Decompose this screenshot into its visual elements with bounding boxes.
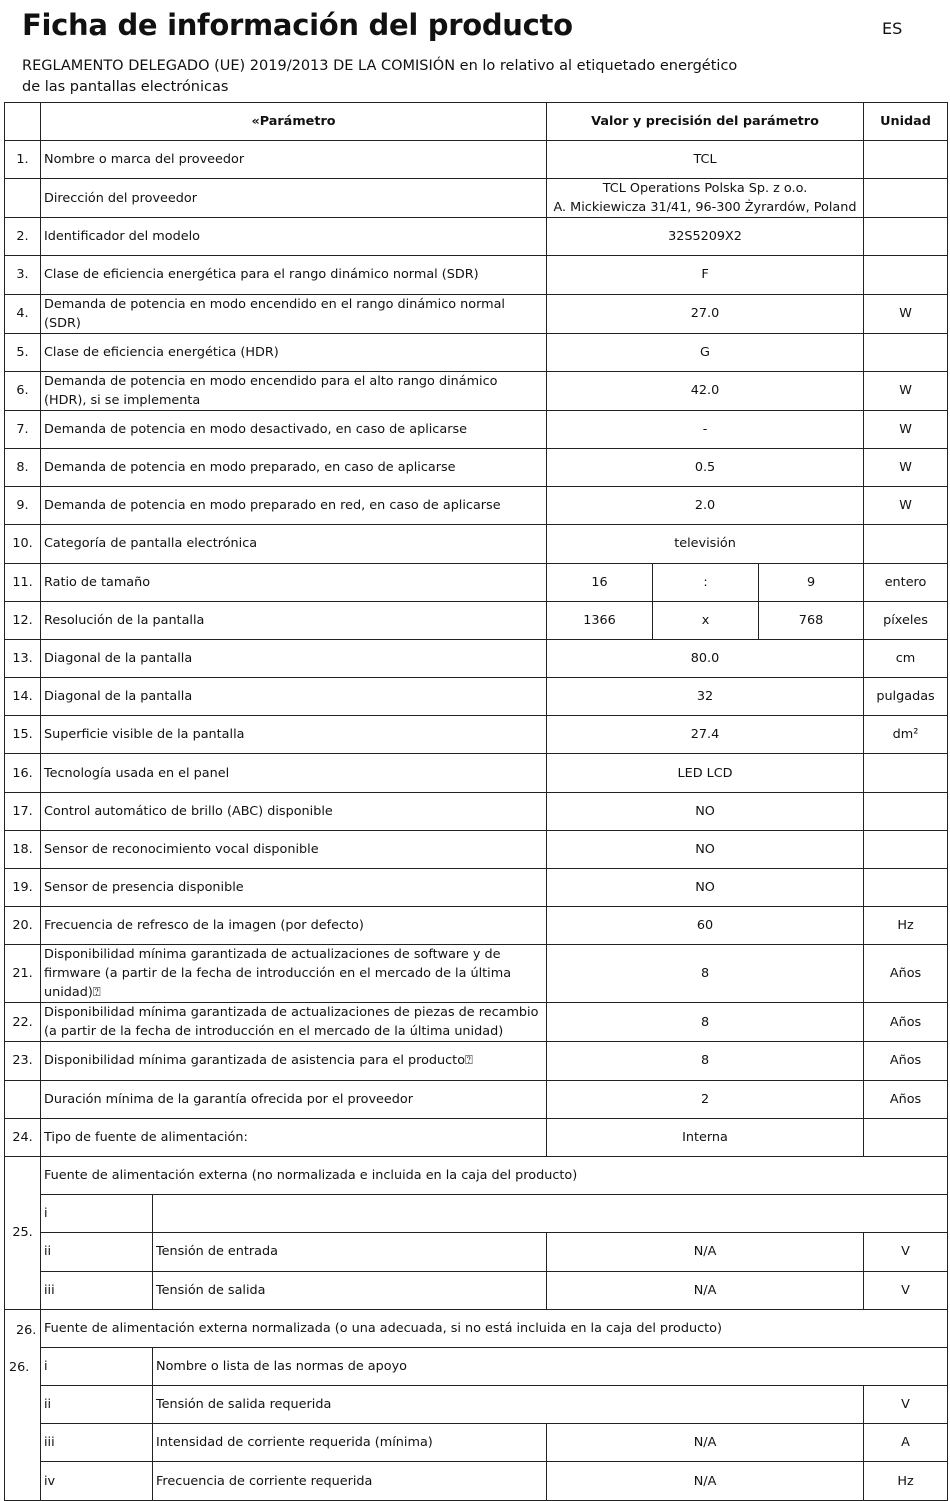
supplier-address bbox=[547, 179, 864, 218]
row-number: 7. bbox=[5, 410, 41, 448]
language-code: ES bbox=[882, 19, 903, 38]
row-number: 12. bbox=[5, 601, 41, 639]
table-row bbox=[5, 792, 948, 830]
table-row bbox=[5, 1118, 948, 1156]
sub-label bbox=[153, 1195, 948, 1233]
row-value: 32S5209X2 bbox=[547, 218, 864, 256]
row-value: 2 bbox=[547, 1080, 864, 1118]
row-label: Diagonal de la pantalla bbox=[41, 639, 547, 677]
row-unit: píxeles bbox=[864, 601, 948, 639]
row-unit: W bbox=[864, 448, 948, 486]
row-unit: pulgadas bbox=[864, 678, 948, 716]
row-value: G bbox=[547, 333, 864, 371]
table-row bbox=[5, 639, 948, 677]
row-value: 2.0 bbox=[547, 487, 864, 525]
table-row bbox=[5, 563, 948, 601]
row-value: NO bbox=[547, 792, 864, 830]
row-number bbox=[5, 1080, 41, 1118]
row-label: Superficie visible de la pantalla bbox=[41, 716, 547, 754]
address-line-1: TCL Operations Polska Sp. z o.o. bbox=[602, 181, 808, 197]
row-number: 17. bbox=[5, 792, 41, 830]
table-header-row bbox=[5, 103, 948, 141]
sub-label: Tensión de salida requerida bbox=[153, 1386, 864, 1424]
sub-row bbox=[5, 1195, 948, 1233]
section-26-number: 26. bbox=[16, 1322, 37, 1338]
row-unit bbox=[864, 1118, 948, 1156]
sub-index: i bbox=[41, 1195, 153, 1233]
row-unit: W bbox=[864, 487, 948, 525]
table-row bbox=[5, 716, 948, 754]
table-row bbox=[5, 678, 948, 716]
sub-unit: V bbox=[864, 1271, 948, 1309]
table-row bbox=[5, 333, 948, 371]
row-unit: Hz bbox=[864, 907, 948, 945]
table-row bbox=[5, 869, 948, 907]
row-unit: W bbox=[864, 294, 948, 333]
table-row bbox=[5, 371, 948, 410]
row-label: Frecuencia de refresco de la imagen (por defecto) bbox=[41, 907, 547, 945]
row-value: TCL bbox=[547, 141, 864, 179]
row-label: Sensor de reconocimiento vocal disponible bbox=[41, 830, 547, 868]
table-row bbox=[5, 410, 948, 448]
row-label: Tipo de fuente de alimentación: bbox=[41, 1118, 547, 1156]
row-unit bbox=[864, 525, 948, 563]
row-number: 4. bbox=[5, 294, 41, 333]
row-number: 14. bbox=[5, 678, 41, 716]
row-unit bbox=[864, 830, 948, 868]
header-unit: Unidad bbox=[864, 103, 948, 141]
table-row bbox=[5, 601, 948, 639]
sub-value: N/A bbox=[547, 1424, 864, 1462]
sub-unit: V bbox=[864, 1386, 948, 1424]
row-label: Sensor de presencia disponible bbox=[41, 869, 547, 907]
row-number: 5. bbox=[5, 333, 41, 371]
row-number: 8. bbox=[5, 448, 41, 486]
table-row bbox=[5, 1042, 948, 1080]
row-value: 8 bbox=[547, 945, 864, 1003]
table-row bbox=[5, 256, 948, 294]
sub-value: N/A bbox=[547, 1233, 864, 1271]
row-unit: dm² bbox=[864, 716, 948, 754]
sub-row bbox=[5, 1347, 948, 1385]
section-26-number-repeat: 26. bbox=[9, 1359, 30, 1375]
row-unit: cm bbox=[864, 639, 948, 677]
row-label: Clase de eficiencia energética para el rango dinámico normal (SDR) bbox=[41, 256, 547, 294]
table-row bbox=[5, 907, 948, 945]
row-label: Disponibilidad mínima garantizada de asistencia para el producto⍰ bbox=[41, 1042, 547, 1080]
row-label: Disponibilidad mínima garantizada de actualizaciones de software y de firmware (a partir de la fecha de introducción en el mercado de la última unidad)⍰ bbox=[41, 945, 547, 1003]
row-number: 10. bbox=[5, 525, 41, 563]
row-value: F bbox=[547, 256, 864, 294]
ratio-separator: : bbox=[653, 563, 759, 601]
row-unit bbox=[864, 869, 948, 907]
row-label: Duración mínima de la garantía ofrecida por el proveedor bbox=[41, 1080, 547, 1118]
row-unit: entero bbox=[864, 563, 948, 601]
section-header-row bbox=[5, 1309, 948, 1347]
row-label: Control automático de brillo (ABC) disponible bbox=[41, 792, 547, 830]
row-number bbox=[5, 179, 41, 218]
sub-index: i bbox=[41, 1347, 153, 1385]
row-value: LED LCD bbox=[547, 754, 864, 792]
row-value: 42.0 bbox=[547, 371, 864, 410]
row-value: televisión bbox=[547, 525, 864, 563]
sub-index: iii bbox=[41, 1271, 153, 1309]
row-value: 27.0 bbox=[547, 294, 864, 333]
table-row bbox=[5, 218, 948, 256]
row-label: Categoría de pantalla electrónica bbox=[41, 525, 547, 563]
row-value: NO bbox=[547, 869, 864, 907]
row-value: 60 bbox=[547, 907, 864, 945]
row-number: 21. bbox=[5, 945, 41, 1003]
regulation-subtitle bbox=[22, 56, 782, 98]
row-number: 9. bbox=[5, 487, 41, 525]
sub-row bbox=[5, 1386, 948, 1424]
table-row bbox=[5, 830, 948, 868]
resolution-height: 768 bbox=[759, 601, 864, 639]
row-unit: W bbox=[864, 410, 948, 448]
row-label: Tecnología usada en el panel bbox=[41, 754, 547, 792]
sub-row bbox=[5, 1233, 948, 1271]
row-unit: W bbox=[864, 371, 948, 410]
row-label: Demanda de potencia en modo preparado, en caso de aplicarse bbox=[41, 448, 547, 486]
row-value: 32 bbox=[547, 678, 864, 716]
sub-label: Nombre o lista de las normas de apoyo bbox=[153, 1347, 948, 1385]
row-value: 27.4 bbox=[547, 716, 864, 754]
row-number: 20. bbox=[5, 907, 41, 945]
row-label: Resolución de la pantalla bbox=[41, 601, 547, 639]
row-value: 8 bbox=[547, 1042, 864, 1080]
row-number bbox=[5, 1309, 41, 1500]
table-row bbox=[5, 945, 948, 1003]
row-label: Disponibilidad mínima garantizada de actualizaciones de piezas de recambio (a partir de la fecha de introducción en el mercado de la última unidad) bbox=[41, 1003, 547, 1042]
row-number: 25. bbox=[5, 1156, 41, 1309]
header-num-cell bbox=[5, 103, 41, 141]
row-value: - bbox=[547, 410, 864, 448]
row-unit bbox=[864, 179, 948, 218]
sub-label: Frecuencia de corriente requerida bbox=[153, 1462, 547, 1500]
row-unit: Años bbox=[864, 945, 948, 1003]
row-number: 13. bbox=[5, 639, 41, 677]
sub-row bbox=[5, 1462, 948, 1500]
table-row bbox=[5, 1003, 948, 1042]
row-number: 18. bbox=[5, 830, 41, 868]
sub-value: N/A bbox=[547, 1462, 864, 1500]
table-row bbox=[5, 1080, 948, 1118]
product-info-table bbox=[4, 102, 948, 1501]
sub-label: Tensión de entrada bbox=[153, 1233, 547, 1271]
row-number: 24. bbox=[5, 1118, 41, 1156]
row-unit: Años bbox=[864, 1042, 948, 1080]
resolution-separator: x bbox=[653, 601, 759, 639]
section-label: Fuente de alimentación externa (no normalizada e incluida en la caja del producto) bbox=[41, 1156, 948, 1194]
sub-unit: A bbox=[864, 1424, 948, 1462]
row-number: 23. bbox=[5, 1042, 41, 1080]
row-unit bbox=[864, 141, 948, 179]
row-number: 19. bbox=[5, 869, 41, 907]
row-label: Dirección del proveedor bbox=[41, 179, 547, 218]
row-number: 16. bbox=[5, 754, 41, 792]
row-unit: Años bbox=[864, 1080, 948, 1118]
row-label: Clase de eficiencia energética (HDR) bbox=[41, 333, 547, 371]
row-unit bbox=[864, 792, 948, 830]
ratio-height: 9 bbox=[759, 563, 864, 601]
row-unit bbox=[864, 333, 948, 371]
sub-unit: V bbox=[864, 1233, 948, 1271]
row-label: Ratio de tamaño bbox=[41, 563, 547, 601]
row-value: 80.0 bbox=[547, 639, 864, 677]
page-title: Ficha de información del producto bbox=[22, 8, 573, 42]
header-value: Valor y precisión del parámetro bbox=[547, 103, 864, 141]
row-label: Nombre o marca del proveedor bbox=[41, 141, 547, 179]
row-number: 15. bbox=[5, 716, 41, 754]
sub-index: iii bbox=[41, 1424, 153, 1462]
sub-value: N/A bbox=[547, 1271, 864, 1309]
table-row bbox=[5, 179, 948, 218]
subtitle-line-1: REGLAMENTO DELEGADO (UE) 2019/2013 DE LA COMISIÓN en lo relativo al etiquetado energético bbox=[22, 58, 738, 74]
header-parameter: «Parámetro bbox=[41, 103, 547, 141]
table-row bbox=[5, 448, 948, 486]
sub-label: Intensidad de corriente requerida (mínima) bbox=[153, 1424, 547, 1462]
section-header-row bbox=[5, 1156, 948, 1194]
table-row bbox=[5, 525, 948, 563]
row-unit bbox=[864, 218, 948, 256]
row-number: 3. bbox=[5, 256, 41, 294]
subtitle-line-2: de las pantallas electrónicas bbox=[22, 79, 229, 95]
row-number: 2. bbox=[5, 218, 41, 256]
resolution-width: 1366 bbox=[547, 601, 653, 639]
table-row bbox=[5, 294, 948, 333]
table-row bbox=[5, 487, 948, 525]
row-unit bbox=[864, 256, 948, 294]
row-value: NO bbox=[547, 830, 864, 868]
row-label: Identificador del modelo bbox=[41, 218, 547, 256]
row-number: 6. bbox=[5, 371, 41, 410]
table-row bbox=[5, 754, 948, 792]
section-label: Fuente de alimentación externa normalizada (o una adecuada, si no está incluida en la caja del producto) bbox=[41, 1309, 948, 1347]
sub-row bbox=[5, 1271, 948, 1309]
sub-index: ii bbox=[41, 1233, 153, 1271]
row-number: 22. bbox=[5, 1003, 41, 1042]
row-value: 8 bbox=[547, 1003, 864, 1042]
ratio-width: 16 bbox=[547, 563, 653, 601]
row-unit bbox=[864, 754, 948, 792]
row-label: Demanda de potencia en modo preparado en red, en caso de aplicarse bbox=[41, 487, 547, 525]
sub-index: ii bbox=[41, 1386, 153, 1424]
sub-label: Tensión de salida bbox=[153, 1271, 547, 1309]
address-line-2: A. Mickiewicza 31/41, 96-300 Żyrardów, Poland bbox=[553, 200, 857, 216]
row-label: Demanda de potencia en modo desactivado, en caso de aplicarse bbox=[41, 410, 547, 448]
table-row bbox=[5, 141, 948, 179]
row-value: Interna bbox=[547, 1118, 864, 1156]
sub-row bbox=[5, 1424, 948, 1462]
row-unit: Años bbox=[864, 1003, 948, 1042]
row-label: Demanda de potencia en modo encendido para el alto rango dinámico (HDR), si se implementa bbox=[41, 371, 547, 410]
row-number: 11. bbox=[5, 563, 41, 601]
row-number: 1. bbox=[5, 141, 41, 179]
row-label: Diagonal de la pantalla bbox=[41, 678, 547, 716]
sub-index: iv bbox=[41, 1462, 153, 1500]
row-value: 0.5 bbox=[547, 448, 864, 486]
row-label: Demanda de potencia en modo encendido en el rango dinámico normal (SDR) bbox=[41, 294, 547, 333]
sub-unit: Hz bbox=[864, 1462, 948, 1500]
